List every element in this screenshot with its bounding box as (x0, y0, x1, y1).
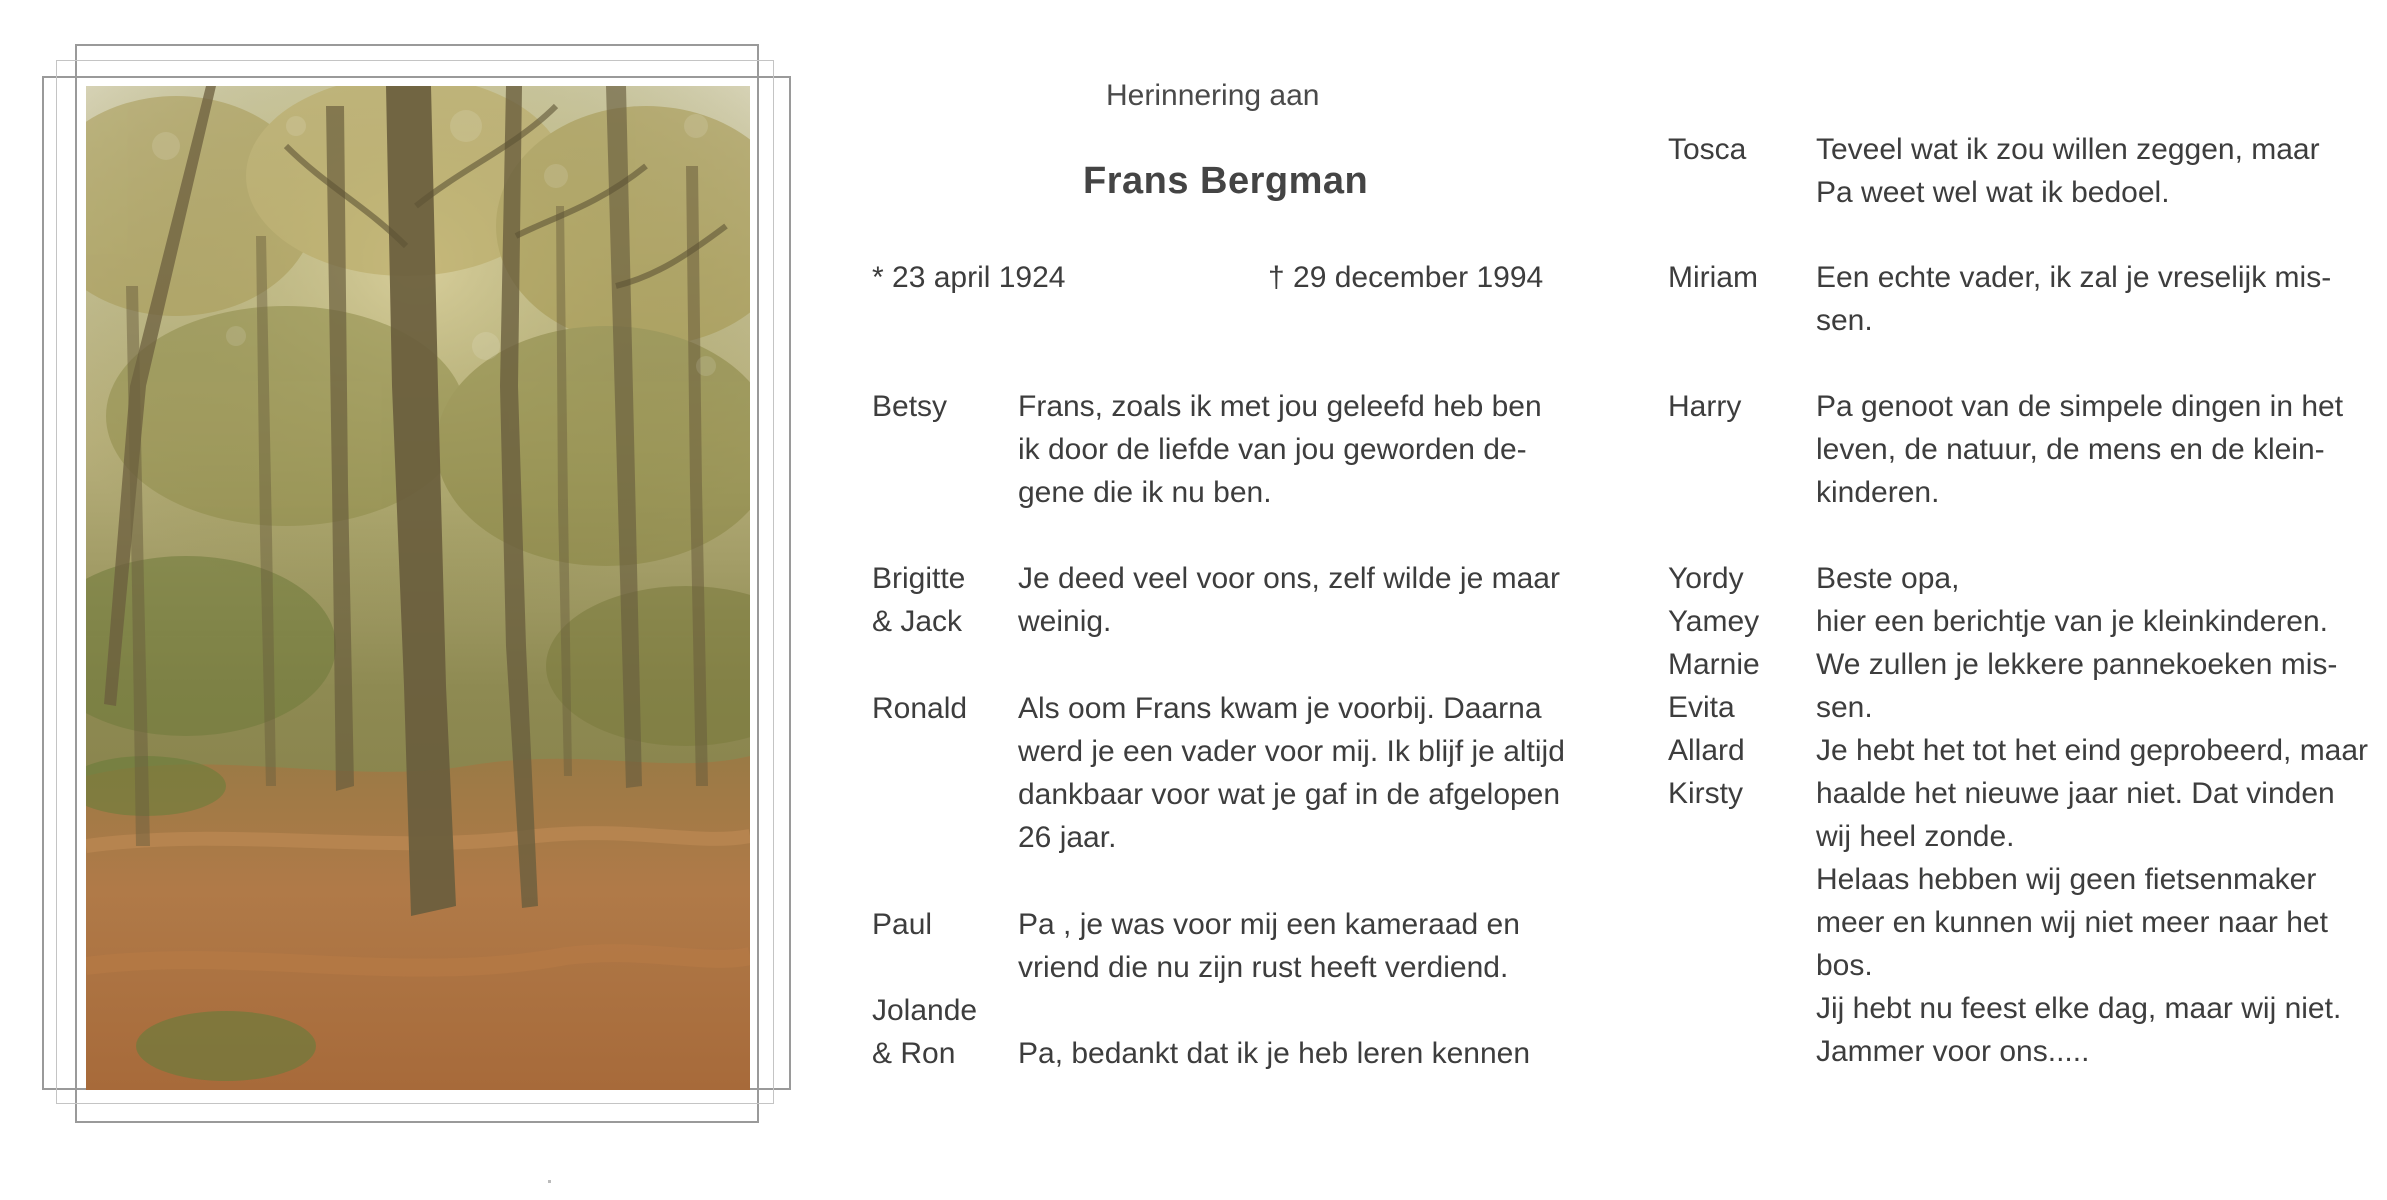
message-text-miriam: Een echte vader, ik zal je vreselijk mis- sen. (1816, 261, 2332, 337)
message-from-brigitte-jack: Brigitte & Jack (872, 562, 966, 638)
message-text-harry: Pa genoot van de simpele dingen in het leven, de natuur, de mens en de klein- kinderen. (1816, 390, 2344, 509)
deceased-name: Frans Bergman (1083, 160, 1369, 202)
message-text-tosca: Teveel wat ik zou willen zeggen, maar Pa weet wel wat ik bedoel. (1816, 133, 2320, 209)
message-from-tosca: Tosca (1668, 133, 1747, 166)
intro-text: Herinnering aan (1106, 79, 1320, 112)
message-from-jolande-ron: Jolande & Ron (872, 994, 978, 1070)
message-from-betsy: Betsy (872, 390, 948, 423)
death-date: † 29 december 1994 (1268, 261, 1544, 294)
message-from-paul: Paul (872, 908, 933, 941)
photo-frame (0, 0, 810, 1200)
message-text-ronald: Als oom Frans kwam je voorbij. Daarna werd je een vader voor mij. Ik blijf je altijd dankbaar voor wat je gaf in de afgelopen 26 jaar. (1018, 692, 1565, 854)
message-from-ronald: Ronald (872, 692, 968, 725)
forest-illustration (86, 86, 750, 1090)
message-from-grandchildren: Yordy Yamey Marnie Evita Allard Kirsty (1668, 562, 1760, 810)
message-text-jolande-ron: Pa, bedankt dat ik je heb leren kennen (1018, 1037, 1531, 1070)
stray-mark (548, 1180, 551, 1183)
message-text-grandchildren: Beste opa, hier een berichtje van je kleinkinderen. We zullen je lekkere pannekoeken mis- sen. Je hebt het tot het eind geprobeerd, maar haalde het nieuwe jaar niet. Dat vinden wij heel zonde. Helaas hebben wij geen fietsenmaker meer en kunnen wij niet meer naar het bos. Jij hebt nu feest elke dag, maar wij niet. Jammer voor ons..... (1816, 562, 2369, 1068)
message-from-miriam: Miriam (1668, 261, 1758, 294)
message-text-brigitte-jack: Je deed veel voor ons, zelf wilde je maar weinig. (1018, 562, 1560, 638)
message-text-betsy: Frans, zoals ik met jou geleefd heb ben ik door de liefde van jou geworden de- gene die ik nu ben. (1018, 390, 1542, 509)
message-from-harry: Harry (1668, 390, 1742, 423)
birth-date: * 23 april 1924 (872, 261, 1066, 294)
message-text-paul: Pa , je was voor mij een kameraad en vriend die nu zijn rust heeft verdiend. (1018, 908, 1520, 984)
forest-photo (86, 86, 750, 1090)
